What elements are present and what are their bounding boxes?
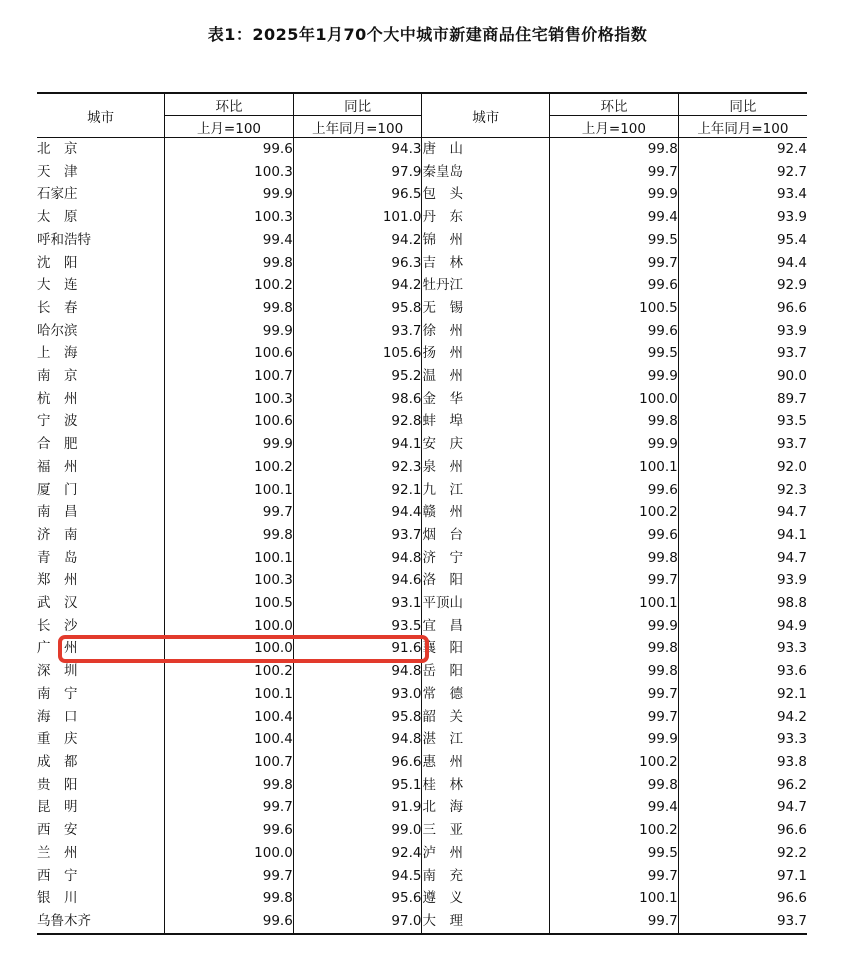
right-yoy-cell: 94.7 (678, 547, 807, 570)
left-yoy-cell: 95.8 (293, 297, 422, 320)
right-mom-cell: 99.7 (550, 569, 679, 592)
left-mom-cell: 100.3 (165, 206, 294, 229)
left-yoy-cell: 98.6 (293, 388, 422, 411)
right-city-cell: 徐 州 (422, 320, 550, 343)
right-city-cell: 烟 台 (422, 524, 550, 547)
left-city-cell: 上 海 (37, 345, 78, 362)
right-yoy-cell: 92.9 (678, 274, 807, 297)
right-mom-cell: 99.5 (550, 842, 679, 865)
left-city-cell: 南 京 (37, 368, 78, 385)
left-mom-cell: 99.6 (165, 138, 294, 161)
header-yoy-base: 上年同月=100 (678, 116, 807, 138)
right-city-cell: 韶 关 (422, 706, 550, 729)
table-row (37, 865, 807, 888)
left-yoy-cell: 96.6 (293, 751, 422, 774)
table-row (37, 819, 807, 842)
right-city-cell: 济 宁 (422, 547, 550, 570)
left-yoy-cell: 92.8 (293, 410, 422, 433)
left-mom-cell: 100.4 (165, 728, 294, 751)
left-mom-cell: 99.8 (165, 887, 294, 910)
table-row (37, 183, 807, 206)
right-mom-cell: 100.5 (550, 297, 679, 320)
right-mom-cell: 100.2 (550, 501, 679, 524)
left-mom-cell: 99.9 (165, 183, 294, 206)
right-mom-cell: 99.4 (550, 796, 679, 819)
left-mom-cell: 100.3 (165, 569, 294, 592)
left-city-cell: 乌鲁木齐 (37, 910, 165, 934)
table-row (37, 433, 807, 456)
header-city: 城市 (37, 93, 165, 138)
header-mom-base: 上月=100 (550, 116, 679, 138)
left-mom-cell: 100.3 (165, 388, 294, 411)
left-yoy-cell: 94.8 (293, 728, 422, 751)
left-city-cell: 南 昌 (37, 504, 78, 521)
right-mom-cell: 99.8 (550, 774, 679, 797)
right-yoy-cell: 92.3 (678, 479, 807, 502)
left-mom-cell: 100.2 (165, 456, 294, 479)
table-row (37, 683, 807, 706)
left-yoy-cell: 97.9 (293, 161, 422, 184)
right-city-cell: 锦 州 (422, 229, 550, 252)
left-yoy-cell: 96.3 (293, 252, 422, 275)
right-yoy-cell: 98.8 (678, 592, 807, 615)
left-yoy-cell: 95.2 (293, 365, 422, 388)
right-mom-cell: 99.8 (550, 410, 679, 433)
left-city-cell: 福 州 (37, 458, 78, 475)
header-city: 城市 (422, 93, 550, 138)
right-yoy-cell: 95.4 (678, 229, 807, 252)
right-mom-cell: 100.0 (550, 388, 679, 411)
right-yoy-cell: 94.9 (678, 615, 807, 638)
price-index-table (37, 92, 807, 935)
right-city-cell: 秦皇岛 (422, 161, 550, 184)
table-row (37, 910, 807, 934)
right-city-cell: 扬 州 (422, 342, 550, 365)
left-yoy-cell: 94.6 (293, 569, 422, 592)
left-mom-cell: 99.4 (165, 229, 294, 252)
table-row (37, 660, 807, 683)
right-city-cell: 蚌 埠 (422, 410, 550, 433)
left-yoy-cell: 101.0 (293, 206, 422, 229)
right-city-cell: 桂 林 (422, 774, 550, 797)
left-yoy-cell: 94.3 (293, 138, 422, 161)
left-yoy-cell: 93.1 (293, 592, 422, 615)
table-row (37, 365, 807, 388)
right-mom-cell: 99.6 (550, 274, 679, 297)
right-mom-cell: 99.7 (550, 252, 679, 275)
table-row (37, 206, 807, 229)
left-mom-cell: 99.9 (165, 320, 294, 343)
right-city-cell: 赣 州 (422, 501, 550, 524)
right-city-cell: 泉 州 (422, 456, 550, 479)
right-yoy-cell: 93.7 (678, 433, 807, 456)
right-yoy-cell: 94.4 (678, 252, 807, 275)
left-city-cell: 长 春 (37, 299, 78, 316)
left-yoy-cell: 97.0 (293, 910, 422, 934)
left-mom-cell: 100.1 (165, 683, 294, 706)
right-city-cell: 洛 阳 (422, 569, 550, 592)
left-yoy-cell: 93.5 (293, 615, 422, 638)
left-mom-cell: 100.6 (165, 342, 294, 365)
table-row (37, 887, 807, 910)
table-row (37, 479, 807, 502)
right-yoy-cell: 94.7 (678, 796, 807, 819)
left-yoy-cell: 94.8 (293, 660, 422, 683)
header-yoy: 同比 (293, 93, 422, 116)
right-city-cell: 三 亚 (422, 819, 550, 842)
right-yoy-cell: 89.7 (678, 388, 807, 411)
header-yoy-base: 上年同月=100 (293, 116, 422, 138)
table-title: 表1：2025年1月70个大中城市新建商品住宅销售价格指数 (207, 25, 648, 44)
table-row (37, 842, 807, 865)
right-yoy-cell: 97.1 (678, 865, 807, 888)
table-row (37, 592, 807, 615)
left-city-cell: 兰 州 (37, 844, 78, 861)
left-city-cell: 海 口 (37, 708, 78, 725)
left-mom-cell: 99.7 (165, 865, 294, 888)
left-mom-cell: 100.1 (165, 547, 294, 570)
right-yoy-cell: 96.2 (678, 774, 807, 797)
right-city-cell: 安 庆 (422, 433, 550, 456)
table-row (37, 524, 807, 547)
right-mom-cell: 99.9 (550, 365, 679, 388)
right-yoy-cell: 93.7 (678, 342, 807, 365)
left-yoy-cell: 99.0 (293, 819, 422, 842)
right-mom-cell: 99.8 (550, 547, 679, 570)
left-mom-cell: 99.6 (165, 819, 294, 842)
right-city-cell: 包 头 (422, 183, 550, 206)
right-city-cell: 遵 义 (422, 887, 550, 910)
left-yoy-cell: 95.8 (293, 706, 422, 729)
header-mom: 环比 (550, 93, 679, 116)
right-yoy-cell: 93.9 (678, 320, 807, 343)
right-mom-cell: 99.6 (550, 320, 679, 343)
right-yoy-cell: 96.6 (678, 297, 807, 320)
left-city-cell: 昆 明 (37, 799, 78, 816)
left-mom-cell: 100.5 (165, 592, 294, 615)
right-yoy-cell: 92.0 (678, 456, 807, 479)
right-city-cell: 温 州 (422, 365, 550, 388)
left-yoy-cell: 93.7 (293, 524, 422, 547)
left-city-cell: 合 肥 (37, 436, 78, 453)
table-row (37, 456, 807, 479)
left-mom-cell: 100.2 (165, 660, 294, 683)
right-mom-cell: 99.7 (550, 683, 679, 706)
right-mom-cell: 100.1 (550, 456, 679, 479)
header-yoy: 同比 (678, 93, 807, 116)
right-mom-cell: 99.8 (550, 637, 679, 660)
right-city-cell: 惠 州 (422, 751, 550, 774)
left-city-cell: 青 岛 (37, 549, 78, 566)
header-mom-base: 上月=100 (165, 116, 294, 138)
right-mom-cell: 100.2 (550, 819, 679, 842)
left-mom-cell: 100.3 (165, 161, 294, 184)
right-yoy-cell: 94.1 (678, 524, 807, 547)
table-row (37, 388, 807, 411)
table-row (37, 161, 807, 184)
right-yoy-cell: 92.4 (678, 138, 807, 161)
right-yoy-cell: 92.1 (678, 683, 807, 706)
right-yoy-cell: 93.5 (678, 410, 807, 433)
table-row (37, 229, 807, 252)
left-yoy-cell: 94.2 (293, 229, 422, 252)
left-yoy-cell: 92.4 (293, 842, 422, 865)
left-yoy-cell: 94.8 (293, 547, 422, 570)
right-yoy-cell: 94.7 (678, 501, 807, 524)
left-yoy-cell: 95.1 (293, 774, 422, 797)
left-yoy-cell: 105.6 (293, 342, 422, 365)
right-mom-cell: 99.5 (550, 342, 679, 365)
right-mom-cell: 99.7 (550, 706, 679, 729)
left-city-cell: 西 宁 (37, 867, 78, 884)
left-city-cell: 西 安 (37, 822, 78, 839)
left-city-cell: 石家庄 (37, 186, 78, 203)
left-city-cell: 南 宁 (37, 685, 78, 702)
right-mom-cell: 100.1 (550, 592, 679, 615)
right-yoy-cell: 93.4 (678, 183, 807, 206)
left-city-cell: 天 津 (37, 163, 78, 180)
right-city-cell: 吉 林 (422, 252, 550, 275)
table-row (37, 751, 807, 774)
left-mom-cell: 99.8 (165, 524, 294, 547)
left-mom-cell: 99.9 (165, 433, 294, 456)
right-mom-cell: 99.9 (550, 728, 679, 751)
right-city-cell: 襄 阳 (422, 637, 550, 660)
left-city-cell: 广 州 (37, 640, 78, 657)
left-yoy-cell: 96.5 (293, 183, 422, 206)
left-yoy-cell: 95.6 (293, 887, 422, 910)
right-mom-cell: 99.7 (550, 910, 679, 934)
left-city-cell: 沈 阳 (37, 254, 78, 271)
right-mom-cell: 99.9 (550, 615, 679, 638)
left-mom-cell: 99.8 (165, 297, 294, 320)
left-city-cell: 长 沙 (37, 617, 78, 634)
right-yoy-cell: 93.3 (678, 728, 807, 751)
right-yoy-cell: 93.3 (678, 637, 807, 660)
left-mom-cell: 99.7 (165, 501, 294, 524)
left-yoy-cell: 92.3 (293, 456, 422, 479)
right-city-cell: 牡丹江 (422, 274, 550, 297)
right-yoy-cell: 94.2 (678, 706, 807, 729)
right-yoy-cell: 92.2 (678, 842, 807, 865)
left-city-cell: 杭 州 (37, 390, 78, 407)
table-row (37, 796, 807, 819)
right-city-cell: 北 海 (422, 796, 550, 819)
left-mom-cell: 100.4 (165, 706, 294, 729)
right-yoy-cell: 96.6 (678, 819, 807, 842)
right-city-cell: 金 华 (422, 388, 550, 411)
left-yoy-cell: 93.0 (293, 683, 422, 706)
right-yoy-cell: 90.0 (678, 365, 807, 388)
left-mom-cell: 100.0 (165, 637, 294, 660)
left-city-cell: 济 南 (37, 526, 78, 543)
right-city-cell: 宜 昌 (422, 615, 550, 638)
left-mom-cell: 100.1 (165, 479, 294, 502)
right-city-cell: 大 理 (422, 910, 550, 934)
table-row (37, 410, 807, 433)
table-body (37, 138, 807, 934)
left-city-cell: 重 庆 (37, 731, 78, 748)
left-city-cell: 呼和浩特 (37, 231, 91, 248)
table-row (37, 342, 807, 365)
table-row (37, 297, 807, 320)
header-mom: 环比 (165, 93, 294, 116)
right-mom-cell: 99.9 (550, 183, 679, 206)
right-city-cell: 常 德 (422, 683, 550, 706)
left-mom-cell: 100.0 (165, 615, 294, 638)
right-mom-cell: 99.9 (550, 433, 679, 456)
left-mom-cell: 100.7 (165, 365, 294, 388)
left-city-cell: 银 川 (37, 890, 78, 907)
right-mom-cell: 100.1 (550, 887, 679, 910)
left-yoy-cell: 94.5 (293, 865, 422, 888)
right-yoy-cell: 93.7 (678, 910, 807, 934)
table-row (37, 138, 807, 161)
right-yoy-cell: 93.9 (678, 206, 807, 229)
right-mom-cell: 99.7 (550, 865, 679, 888)
left-yoy-cell: 91.9 (293, 796, 422, 819)
left-city-cell: 大 连 (37, 277, 78, 294)
right-city-cell: 丹 东 (422, 206, 550, 229)
right-city-cell: 南 充 (422, 865, 550, 888)
table-row (37, 501, 807, 524)
right-mom-cell: 99.5 (550, 229, 679, 252)
table-row (37, 774, 807, 797)
left-yoy-cell: 94.4 (293, 501, 422, 524)
right-mom-cell: 99.8 (550, 660, 679, 683)
right-city-cell: 无 锡 (422, 297, 550, 320)
left-mom-cell: 99.8 (165, 774, 294, 797)
right-mom-cell: 99.4 (550, 206, 679, 229)
table-row (37, 274, 807, 297)
right-city-cell: 唐 山 (422, 138, 550, 161)
right-city-cell: 泸 州 (422, 842, 550, 865)
table-row (37, 320, 807, 343)
right-yoy-cell: 93.6 (678, 660, 807, 683)
left-mom-cell: 100.2 (165, 274, 294, 297)
left-yoy-cell: 91.6 (293, 637, 422, 660)
right-yoy-cell: 92.7 (678, 161, 807, 184)
right-yoy-cell: 96.6 (678, 887, 807, 910)
right-yoy-cell: 93.9 (678, 569, 807, 592)
right-mom-cell: 99.8 (550, 138, 679, 161)
right-city-cell: 岳 阳 (422, 660, 550, 683)
left-mom-cell: 100.0 (165, 842, 294, 865)
right-mom-cell: 100.2 (550, 751, 679, 774)
right-mom-cell: 99.6 (550, 524, 679, 547)
left-city-cell: 北 京 (37, 141, 78, 157)
right-yoy-cell: 93.8 (678, 751, 807, 774)
left-city-cell: 成 都 (37, 753, 78, 770)
right-city-cell: 湛 江 (422, 728, 550, 751)
left-city-cell: 武 汉 (37, 595, 78, 612)
left-city-cell: 深 圳 (37, 663, 78, 680)
table-row (37, 569, 807, 592)
left-city-cell: 厦 门 (37, 481, 78, 498)
table-row (37, 252, 807, 275)
right-city-cell: 九 江 (422, 479, 550, 502)
highlight-box (58, 635, 429, 663)
left-mom-cell: 99.6 (165, 910, 294, 934)
left-mom-cell: 100.6 (165, 410, 294, 433)
left-yoy-cell: 93.7 (293, 320, 422, 343)
left-mom-cell: 99.7 (165, 796, 294, 819)
left-city-cell: 贵 阳 (37, 776, 78, 793)
left-yoy-cell: 94.2 (293, 274, 422, 297)
right-mom-cell: 99.7 (550, 161, 679, 184)
left-city-cell: 太 原 (37, 209, 78, 226)
right-mom-cell: 99.6 (550, 479, 679, 502)
table-row (37, 706, 807, 729)
right-city-cell: 平顶山 (422, 592, 550, 615)
table-row (37, 728, 807, 751)
table-row (37, 547, 807, 570)
left-mom-cell: 100.7 (165, 751, 294, 774)
left-city-cell: 宁 波 (37, 413, 78, 430)
left-yoy-cell: 92.1 (293, 479, 422, 502)
left-yoy-cell: 94.1 (293, 433, 422, 456)
left-city-cell: 郑 州 (37, 572, 78, 589)
left-city-cell: 哈尔滨 (37, 322, 78, 339)
left-mom-cell: 99.8 (165, 252, 294, 275)
